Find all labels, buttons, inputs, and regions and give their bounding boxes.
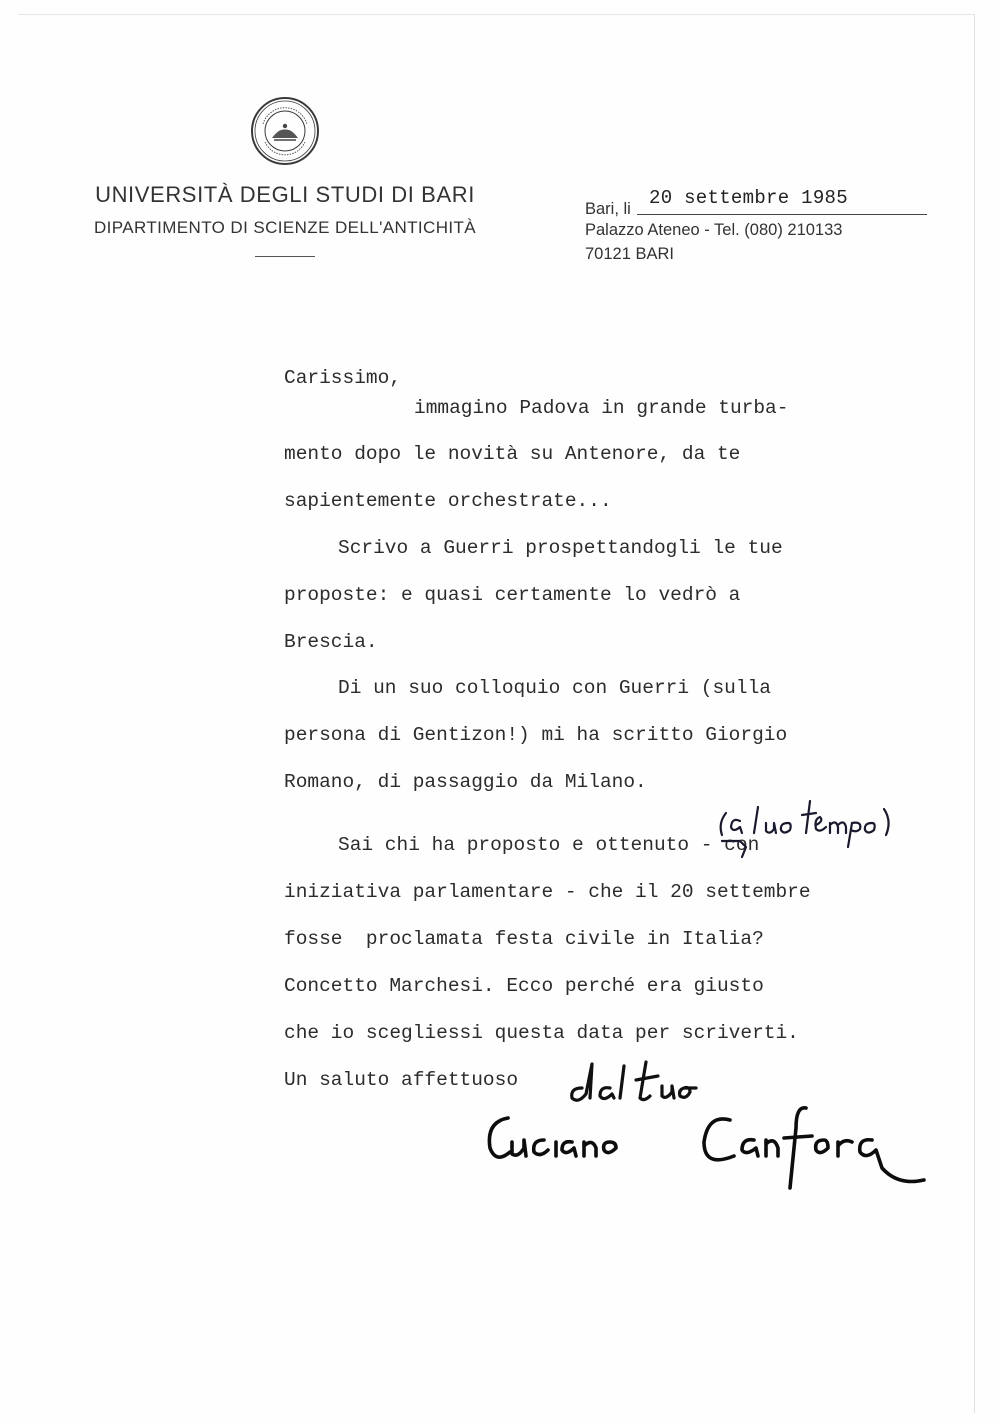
university-name: UNIVERSITÀ DEGLI STUDI DI BARI	[95, 182, 475, 207]
handwritten-signature	[478, 1098, 948, 1198]
body-line: Sai chi ha proposto e ottenuto - con	[338, 834, 760, 856]
letterhead	[60, 182, 510, 257]
body-line: che io scegliessi questa data per scriverti.	[284, 1022, 799, 1044]
body-line: mento dopo le novità su Antenore, da te	[284, 443, 741, 465]
handwritten-insertion	[700, 795, 910, 865]
body-line: iniziativa parlamentare - che il 20 settembre	[284, 881, 811, 903]
letter-date: 20 settembre 1985	[649, 187, 848, 209]
body-line: Di un suo colloquio con Guerri (sulla	[338, 677, 771, 699]
date-line	[585, 188, 935, 218]
body-line: Brescia.	[284, 631, 378, 653]
address-line-2: 70121 BARI	[585, 245, 674, 263]
address-line-1: Palazzo Ateneo - Tel. (080) 210133	[585, 221, 843, 239]
body-line: fosse proclamata festa civile in Italia?	[284, 928, 764, 950]
body-line: Un saluto affettuoso	[284, 1069, 519, 1091]
body-line: persona di Gentizon!) mi ha scritto Giorgio	[284, 724, 788, 746]
dateline-block	[585, 188, 935, 266]
body-line: immagino Padova in grande turba-	[414, 397, 789, 419]
body-line: sapientemente orchestrate...	[284, 490, 612, 512]
body-line: Carissimo,	[284, 367, 402, 389]
divider	[255, 256, 315, 257]
date-underline	[637, 214, 927, 215]
place-prefix: Bari, li	[585, 200, 631, 218]
department-name: DIPARTIMENTO DI SCIENZE DELL'ANTICHITÀ	[93, 218, 477, 237]
body-line: Romano, di passaggio da Milano.	[284, 771, 647, 793]
body-line: Concetto Marchesi. Ecco perché era giusto	[284, 975, 764, 997]
university-seal-icon	[250, 96, 320, 166]
body-line: Scrivo a Guerri prospettandogli le tue	[338, 537, 783, 559]
body-line: proposte: e quasi certamente lo vedrò a	[284, 584, 741, 606]
